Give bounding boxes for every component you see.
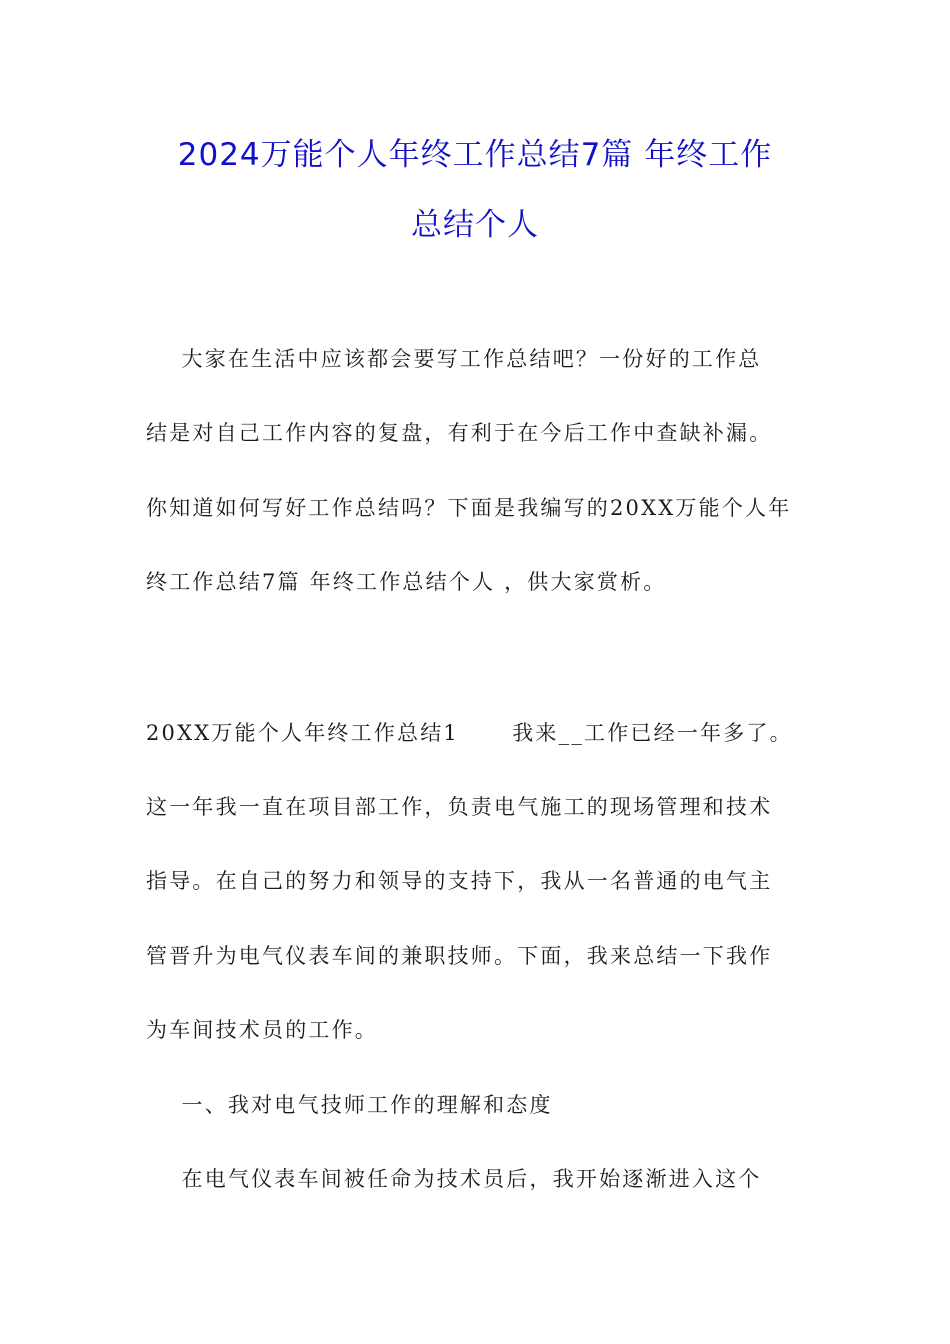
intro-line-1: 大家在生活中应该都会要写工作总结吧？一份好的工作总 xyxy=(146,347,762,371)
intro-line-3: 你知道如何写好工作总结吗？下面是我编写的20XX万能个人年 xyxy=(146,496,792,520)
intro-line-2: 结是对自己工作内容的复盘，有利于在今后工作中查缺补漏。 xyxy=(146,421,773,445)
section1-line-4: 管晋升为电气仪表车间的兼职技师。下面，我来总结一下我作 xyxy=(146,944,773,968)
title-line-2: 总结个人 xyxy=(411,207,539,243)
title-line-1: 2024万能个人年终工作总结7篇 年终工作 xyxy=(177,137,773,173)
section1-line-1: 20XX万能个人年终工作总结1 我来__工作已经一年多了。 xyxy=(146,721,793,745)
section1-line-5: 为车间技术员的工作。 xyxy=(146,1018,378,1042)
intro-line-4: 终工作总结7篇 年终工作总结个人 ，供大家赏析。 xyxy=(146,570,667,594)
section-heading-1: 一、我对电气技师工作的理解和态度 xyxy=(146,1093,553,1117)
paragraph-last-line: 在电气仪表车间被任命为技术员后，我开始逐渐进入这个 xyxy=(146,1167,762,1191)
document-title xyxy=(120,120,830,260)
section1-line-3: 指导。在自己的努力和领导的支持下，我从一名普通的电气主 xyxy=(146,869,773,893)
section1-line-2: 这一年我一直在项目部工作，负责电气施工的现场管理和技术 xyxy=(146,795,773,819)
